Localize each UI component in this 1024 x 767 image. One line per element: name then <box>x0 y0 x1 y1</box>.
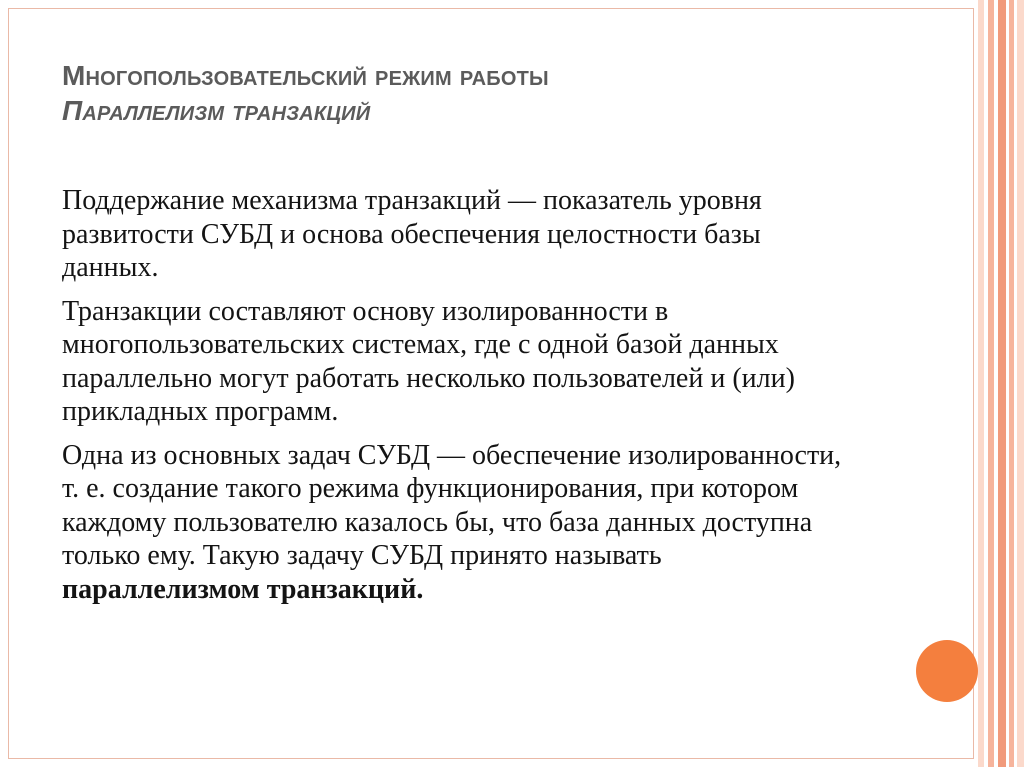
paragraph-3-text: Одна из основных задач СУБД — обеспечение изолированности, т. е. создание такого режима функционирования, при котором каждому пользователю казалось бы, что база данных доступна только ему. Такую задачу СУБД принято называть <box>62 439 842 571</box>
decor-stripe <box>1017 0 1024 767</box>
slide-body <box>62 184 862 616</box>
paragraph-3 <box>62 439 862 607</box>
accent-circle <box>916 640 978 702</box>
paragraph-2: Транзакции составляют основу изолированности в многопользовательских системах, где с одной базой данных параллельно могут работать несколько пользователей и (или) прикладных программ. <box>62 295 795 427</box>
slide-title <box>62 58 922 128</box>
title-line-2: Параллелизм транзакций <box>62 95 371 126</box>
title-line-1: Многопользовательский режим работы <box>62 60 549 91</box>
decor-stripe <box>998 0 1006 767</box>
paragraph-3-emphasis: параллелизмом транзакций. <box>62 573 424 605</box>
paragraph-1: Поддержание механизма транзакций — показатель уровня развитости СУБД и основа обеспечения целостности базы данных. <box>62 185 762 283</box>
